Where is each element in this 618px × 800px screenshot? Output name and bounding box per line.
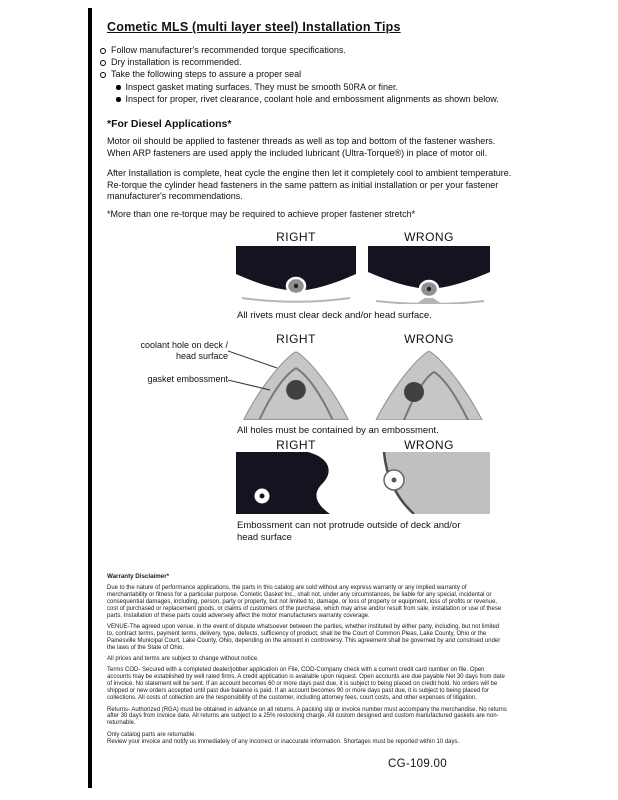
- tip-item: [100, 45, 346, 56]
- wrong-label: WRONG: [404, 438, 454, 452]
- embossment-wrong-illustration: [368, 346, 490, 420]
- legal-block: [107, 574, 507, 750]
- bullet-icon: [100, 72, 106, 78]
- coolant-hole-callout: coolant hole on deck / head surface: [140, 340, 228, 361]
- tip-sub-item: [116, 94, 499, 105]
- protrusion-right-diagram: [236, 452, 356, 514]
- left-edge-rule: [88, 8, 92, 788]
- embossment-wrong-diagram: [368, 346, 490, 420]
- legal-paragraph: All prices and terms are subject to change without notice.: [107, 656, 259, 663]
- wrong-label: WRONG: [404, 332, 454, 346]
- bullet-icon: [116, 97, 121, 102]
- row1-caption: All rivets must clear deck and/or head surface.: [237, 310, 432, 321]
- right-label: RIGHT: [276, 332, 316, 346]
- tip-text: Inspect for proper, rivet clearance, coolant hole and embossment alignments as shown below.: [125, 94, 499, 104]
- legal-paragraph: Review your invoice and notify us immediately of any incorrect or inaccurate information. Shortages must be reported within 10 days.: [107, 738, 460, 745]
- tip-text: Dry installation is recommended.: [111, 57, 242, 67]
- protrusion-wrong-illustration: [368, 452, 490, 514]
- row3-caption: Embossment can not protrude outside of deck and/or head surface: [237, 520, 461, 543]
- rivet-right-diagram: [236, 246, 356, 304]
- diesel-paragraph-1: Motor oil should be applied to fastener threads as well as top and bottom of the fastener washers. When ARP fasteners are used apply the included lubricant (Ultra-Torque®) in place of motor oil.: [107, 136, 496, 158]
- tip-text: Follow manufacturer's recommended torque specifications.: [111, 45, 346, 55]
- protrusion-right-illustration: [236, 452, 356, 514]
- legal-paragraph: Terms COD- Secured with a completed dealer/jobber application on File, COD-Company check with a current credit card number on file. Open accounts may be established by well rated firms. A credit application is available upon request. Open accounts are due payable Net 30 days from date of invoice. No statement will be sent. If an account becomes 60 or more days past due, it is subject to being placed on credit hold. No orders will be shipped or new orders accepted until past due balance is paid. If an account becomes 90 or more days past due, it is subject to being placed for collections. All costs of collection are the responsibility of the customer, including attorney fees, court costs, and other expenses of litigation.: [107, 667, 505, 702]
- tip-item: [100, 69, 301, 80]
- warranty-heading: Warranty Disclaimer*: [107, 573, 170, 580]
- legal-paragraph: Only catalog parts are returnable.: [107, 731, 197, 738]
- right-label: RIGHT: [276, 230, 316, 244]
- legal-paragraph: Due to the nature of performance applications, the parts in this catalog are sold without any express warranty or any implied warranty of merchantability or fitness for a particular purpose. Cometic Gasket Inc., shall not, under any circumstances, be liable for any special, incidental or consequential damages, including, person, party or property, but not limited to, damage, or loss of property or equipment, loss of profits or revenue, cost of purchased or replacement goods, or claims of customers of the purchase, which may arise and/or result from sale, installation or use of these parts. Installation of these parts could adversely affect the motor manufacturers warranty coverage.: [107, 584, 502, 619]
- legal-paragraph: VENUE-The agreed upon venue, in the event of dispute whatsoever between the parties, whether instituted by either party, including, but not limited to, contract terms, payment terms, delivery, type, defects, sufficiency of product, shall be the Court of Common Pleas, Lake County, Ohio or the Painesville Municipal Court, Lake County, Ohio, depending on the amount in controversy. This agreement shall be governed by and construed under the laws of the State of Ohio.: [107, 623, 501, 651]
- wrong-label: WRONG: [404, 230, 454, 244]
- tip-sub-item: [116, 82, 398, 93]
- document-title: Cometic MLS (multi layer steel) Installation Tips: [107, 20, 401, 34]
- bullet-icon: [100, 60, 106, 66]
- rivet-wrong-illustration: [368, 246, 490, 304]
- diesel-heading: *For Diesel Applications*: [107, 118, 232, 130]
- bullet-icon: [116, 85, 121, 90]
- tip-text: Inspect gasket mating surfaces. They must be smooth 50RA or finer.: [125, 82, 398, 92]
- gasket-embossment-callout: gasket embossment: [147, 374, 228, 384]
- tip-item: [100, 57, 242, 68]
- protrusion-wrong-diagram: [368, 452, 490, 514]
- legal-paragraph: Returns- Authorized (RGA) must be obtained in advance on all returns. A packing slip or invoice number must accompany the merchandise. No returns after 30 days from invoice date. All returns are subject to a 25% restocking charge. All custom designed and custom manufactured gaskets are non-returnable.: [107, 706, 507, 727]
- retorque-note: *More than one re-torque may be required to achieve proper fastener stretch*: [107, 209, 416, 219]
- rivet-wrong-diagram: [368, 246, 490, 304]
- tip-text: Take the following steps to assure a proper seal: [111, 69, 302, 79]
- page-code: CG-109.00: [388, 758, 447, 770]
- diesel-paragraph-2: After Installation is complete, heat cycle the engine then let it completely cool to ambient temperature. Re-torque the cylinder head fasteners in the same pattern as initial installation or per your fastener manufacturer's recommendations.: [107, 168, 512, 201]
- callout-lines: [228, 344, 280, 396]
- bullet-icon: [100, 48, 106, 54]
- right-label: RIGHT: [276, 438, 316, 452]
- row2-caption: All holes must be contained by an embossment.: [237, 425, 439, 436]
- rivet-right-illustration: [236, 246, 356, 304]
